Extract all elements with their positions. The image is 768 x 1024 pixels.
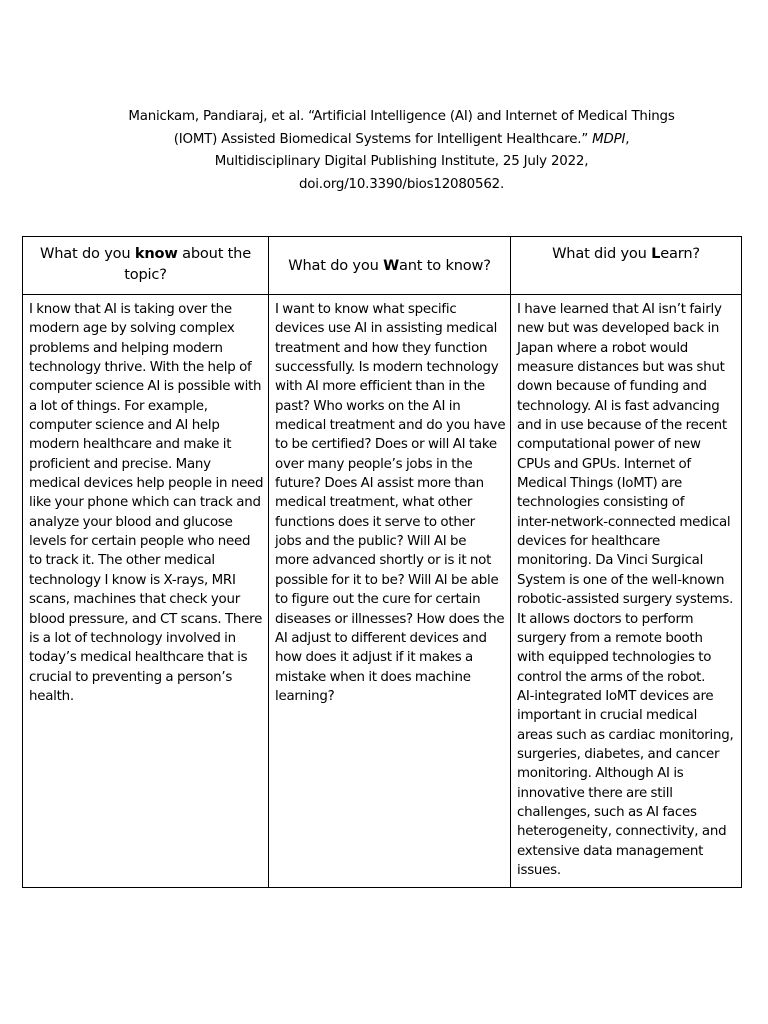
- text-line: proficient and precise. Many: [29, 456, 211, 472]
- citation-title-end: (IOMT) Assisted Biomedical Systems for Intelligent Healthcare.”: [173, 131, 593, 147]
- citation-line-3: Multidisciplinary Digital Publishing Institute, 25 July 2022,: [214, 154, 589, 169]
- text-line: modern healthcare and make it: [29, 437, 232, 453]
- header-know: [23, 237, 269, 295]
- header-learn-post: earn?: [660, 245, 700, 262]
- text-line: a lot of things. For example,: [29, 398, 208, 414]
- header-learn-pre: What did you: [552, 245, 652, 262]
- know-cell: [23, 295, 269, 888]
- text-line: medical devices help people in need: [29, 476, 264, 492]
- text-line: to figure out the cure for certain: [275, 592, 481, 608]
- learn-cell: [511, 295, 742, 888]
- header-want-post: ant to know?: [399, 257, 491, 274]
- text-line: challenges, such as AI faces: [517, 804, 697, 820]
- text-line: to track it. The other medical: [29, 553, 215, 569]
- text-line: over many people’s jobs in the: [275, 456, 473, 472]
- text-line: I want to know what specific: [275, 302, 457, 317]
- table-header-row: [23, 237, 742, 295]
- text-line: problems and helping modern: [29, 340, 223, 356]
- text-line: how does it adjust if it makes a: [275, 650, 473, 666]
- citation-comma: ,: [625, 131, 630, 147]
- header-learn: [511, 237, 742, 295]
- text-line: AI adjust to different devices and: [275, 630, 487, 646]
- text-line: like your phone which can track and: [29, 495, 261, 511]
- text-line: levels for certain people who need: [29, 534, 251, 550]
- header-want-bold: W: [383, 257, 399, 274]
- text-line: learning?: [275, 688, 335, 704]
- text-line: surgeries, diabetes, and cancer: [517, 746, 720, 762]
- text-line: treatment and how they function: [275, 340, 488, 356]
- text-line: scans, machines that check your: [29, 592, 240, 608]
- text-line: Medical Things (IoMT) are: [517, 476, 682, 492]
- text-line: with AI more efficient than in the: [275, 379, 485, 395]
- text-line: blood pressure, and CT scans. There: [29, 611, 263, 627]
- header-know-bold: know: [134, 245, 178, 262]
- text-line: jobs and the public? Will AI be: [275, 534, 467, 550]
- header-know-line2: topic?: [124, 266, 167, 283]
- text-line: technology thrive. With the help of: [29, 360, 252, 376]
- know-text: [23, 295, 268, 706]
- text-line: I know that AI is taking over the: [29, 302, 232, 317]
- text-line: I have learned that AI isn’t fairly: [517, 302, 722, 317]
- text-line: and in use because of the recent: [517, 418, 727, 434]
- text-line: analyze your blood and glucose: [29, 514, 233, 530]
- text-line: innovative there are still: [517, 785, 673, 801]
- text-line: AI-integrated IoMT devices are: [517, 688, 714, 704]
- text-line: technologies consisting of: [517, 495, 685, 511]
- text-line: technology. AI is fast advancing: [517, 398, 720, 414]
- text-line: crucial to preventing a person’s: [29, 669, 233, 685]
- text-line: modern age by solving complex: [29, 321, 235, 337]
- text-line: diseases or illnesses? How does the: [275, 611, 505, 627]
- text-line: CPUs and GPUs. Internet of: [517, 456, 691, 472]
- text-line: to be certified? Does or will AI take: [275, 437, 497, 453]
- text-line: heterogeneity, connectivity, and: [517, 824, 727, 840]
- text-line: monitoring. Although AI is: [517, 766, 684, 782]
- header-want: [269, 237, 511, 295]
- citation-journal: MDPI: [592, 131, 626, 147]
- text-line: is a lot of technology involved in: [29, 630, 236, 646]
- text-line: surgery from a remote booth: [517, 630, 703, 646]
- text-line: today’s medical healthcare that is: [29, 650, 248, 666]
- text-line: computer science AI is possible with: [29, 379, 262, 395]
- header-want-pre: What do you: [288, 257, 384, 274]
- table-body-row: [23, 295, 742, 888]
- text-line: functions does it serve to other: [275, 514, 475, 530]
- want-cell: [269, 295, 511, 888]
- text-line: medical treatment, what other: [275, 495, 473, 511]
- text-line: measure distances but was shut: [517, 360, 725, 376]
- text-line: medical treatment and do you have: [275, 418, 506, 434]
- text-line: technology I know is X-rays, MRI: [29, 572, 236, 588]
- citation-line-2: [0, 129, 768, 152]
- text-line: future? Does AI assist more than: [275, 476, 484, 492]
- text-line: computer science and AI help: [29, 418, 220, 434]
- text-line: health.: [29, 688, 74, 704]
- text-line: with equipped technologies to: [517, 650, 712, 666]
- text-line: inter-network-connected medical: [517, 514, 731, 530]
- text-line: devices for healthcare: [517, 534, 660, 550]
- text-line: devices use AI in assisting medical: [275, 321, 498, 337]
- text-line: areas such as cardiac monitoring,: [517, 727, 734, 743]
- learn-text: [511, 295, 741, 880]
- text-line: computational power of new: [517, 437, 701, 453]
- header-know-post: about the: [177, 245, 252, 262]
- text-line: down because of funding and: [517, 379, 707, 395]
- text-line: It allows doctors to perform: [517, 611, 694, 627]
- want-text: [269, 295, 510, 706]
- text-line: extensive data management: [517, 843, 704, 859]
- header-know-pre: What do you: [39, 245, 135, 262]
- text-line: issues.: [517, 862, 561, 878]
- text-line: more advanced shortly or is it not: [275, 553, 492, 569]
- kwl-chart-table: [22, 236, 742, 888]
- text-line: important in crucial medical: [517, 708, 698, 724]
- text-line: mistake when it does machine: [275, 669, 471, 685]
- citation-line-4: doi.org/10.3390/bios12080562.: [298, 176, 505, 192]
- text-line: possible for it to be? Will AI be able: [275, 572, 499, 588]
- header-learn-bold: L: [651, 245, 661, 262]
- text-line: successfully. Is modern technology: [275, 360, 499, 376]
- text-line: System is one of the well-known: [517, 572, 725, 588]
- text-line: Japan where a robot would: [517, 340, 689, 356]
- text-line: new but was developed back in: [517, 321, 720, 337]
- citation-line-1: Manickam, Pandiaraj, et al. “Artificial Intelligence (AI) and Internet of Medical Things: [128, 109, 675, 124]
- text-line: robotic-assisted surgery systems.: [517, 592, 734, 608]
- text-line: control the arms of the robot.: [517, 669, 706, 685]
- citation: [0, 106, 768, 196]
- text-line: monitoring. Da Vinci Surgical: [517, 553, 704, 569]
- text-line: past? Who works on the AI in: [275, 398, 461, 414]
